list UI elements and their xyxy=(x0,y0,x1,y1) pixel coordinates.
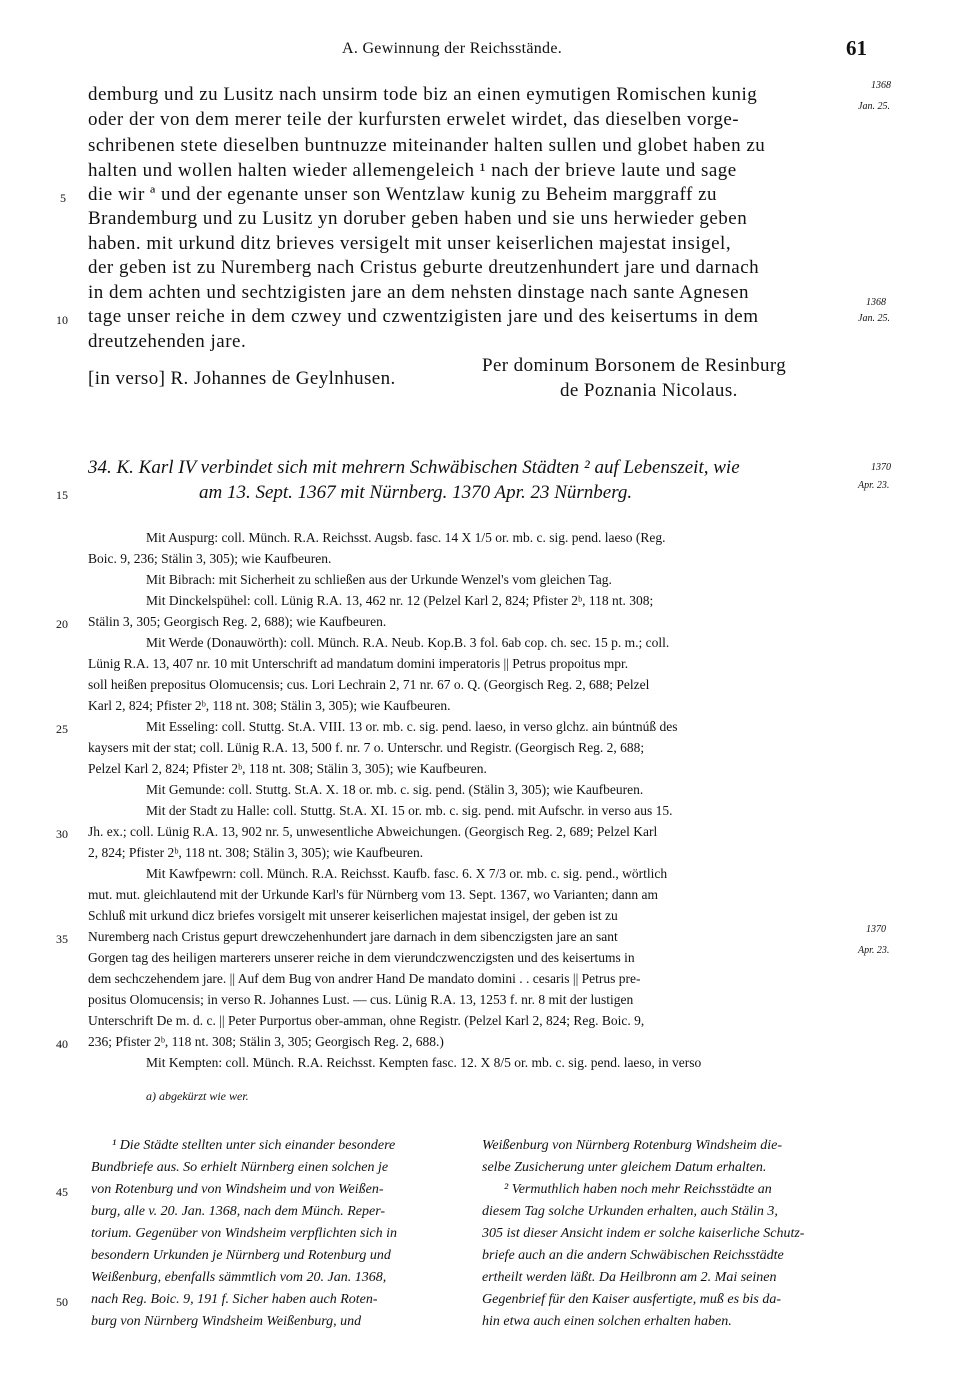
line-number: 45 xyxy=(56,1185,68,1199)
source-line: dem sechczehendem jare. || Auf dem Bug von andrer Hand De mandato domini . . cesaris || Petrus pre- xyxy=(88,971,641,986)
footnote-line: nach Reg. Boic. 9, 191 f. Sicher haben auch Roten- xyxy=(91,1292,378,1307)
source-line: Unterschrift De m. d. c. || Peter Purportus ober-amman, ohne Registr. (Pelzel Karl 2, 824; Reg. Boic. 9, xyxy=(88,1013,645,1028)
footnote-line: ertheilt werden läßt. Da Heilbronn am 2. Mai seinen xyxy=(482,1270,777,1285)
source-line: 236; Pfister 2ᵇ, 118 nt. 308; Stälin 3, 305; Georgisch Reg. 2, 688.) xyxy=(88,1034,444,1049)
footnote-line: ² Vermuthlich haben noch mehr Reichsstädte an xyxy=(504,1182,772,1197)
margin-date: Apr. 23. xyxy=(858,945,890,956)
margin-date: Jan. 25. xyxy=(858,101,890,112)
main-text-line: demburg und zu Lusitz nach unsirm tode biz an einen eymutigen Romischen kunig xyxy=(88,84,758,105)
line-number: 20 xyxy=(56,617,68,631)
main-text-line: dreutzehenden jare. xyxy=(88,331,247,352)
source-line: kaysers mit der stat; coll. Lünig R.A. 13, 500 f. nr. 7 o. Unterschr. und Registr. (Georgisch Reg. 2, 688; xyxy=(88,740,645,755)
source-line: Nuremberg nach Cristus gepurt drewczehenhundert jare darnach in dem sibenczigsten jare an sant xyxy=(88,929,618,944)
footnote-line: torium. Gegenüber von Windsheim verpflichten sich in xyxy=(91,1226,397,1241)
source-line: Karl 2, 824; Pfister 2ᵇ, 118 nt. 308; Stälin 3, 305); wie Kaufbeuren. xyxy=(88,698,451,713)
margin-year: 1368 xyxy=(866,297,886,308)
source-line: 2, 824; Pfister 2ᵇ, 118 nt. 308; Stälin 3, 305); wie Kaufbeuren. xyxy=(88,845,424,860)
line-number: 50 xyxy=(56,1295,68,1309)
footnote-line: ¹ Die Städte stellten unter sich einander besondere xyxy=(112,1138,396,1153)
footnote-line: 305 ist dieser Ansicht indem er solche kaiserliche Schutz- xyxy=(482,1226,805,1241)
main-text-line: oder der von dem merer teile der kurfursten erwelet wirdet, das dieselben vorge- xyxy=(88,109,740,130)
margin-year: 1368 xyxy=(871,80,891,91)
source-line: Boic. 9, 236; Stälin 3, 305); wie Kaufbeuren. xyxy=(88,551,332,566)
line-number: 40 xyxy=(56,1037,68,1051)
margin-year: 1370 xyxy=(866,924,886,935)
footnote-line: Bundbriefe aus. So erhielt Nürnberg einen solchen je xyxy=(91,1160,389,1175)
source-line: Mit Kempten: coll. Münch. R.A. Reichsst. Kempten fasc. 12. X 8/5 or. mb. c. sig. pend. laeso, in verso xyxy=(146,1055,702,1070)
line-number: 35 xyxy=(56,932,68,946)
source-line: Lünig R.A. 13, 407 nr. 10 mit Unterschrift ad mandatum domini imperatoris || Petrus propoitus mpr. xyxy=(88,656,629,671)
footnote-line: Gegenbrief für den Kaiser ausfertigte, muß es bis da- xyxy=(482,1292,782,1307)
line-number: 15 xyxy=(56,488,68,502)
source-line: mut. mut. gleichlautend mit der Urkunde Karl's für Nürnberg vom 13. Sept. 1367, wo Varianten; dann am xyxy=(88,887,658,902)
margin-date: Jan. 25. xyxy=(858,313,890,324)
main-text-line: der geben ist zu Nuremberg nach Cristus geburte dreutzenhundert jare und darnach xyxy=(88,257,760,278)
main-text-line: in dem achten und sechtzigisten jare an dem nehsten dinstage nach sante Agnesen xyxy=(88,282,750,303)
footnote-line: burg, alle v. 20. Jan. 1368, nach dem Münch. Reper- xyxy=(91,1204,386,1219)
source-line: Mit Bibrach: mit Sicherheit zu schließen aus der Urkunde Wenzel's vom gleichen Tag. xyxy=(146,572,612,587)
main-text-line: haben. mit urkund ditz brieves versigelt mit unser keiserlichen majestat insigel, xyxy=(88,233,732,254)
line-number: 30 xyxy=(56,827,68,841)
source-line: Gorgen tag des heiligen marterers unserer reiche in dem vierundczwenczigsten und des keisertums in xyxy=(88,950,635,965)
source-line: Mit der Stadt zu Halle: coll. Stuttg. St.A. XI. 15 or. mb. c. sig. pend. mit Aufschr. in verso aus 15. xyxy=(146,803,673,818)
source-line: Mit Auspurg: coll. Münch. R.A. Reichsst. Augsb. fasc. 14 X 1/5 or. mb. c. sig. pend. laeso (Reg. xyxy=(146,530,666,545)
source-line: Schluß mit urkund dicz briefes vorsigelt mit unserer keiserlichen majestat insigel, der geben ist zu xyxy=(88,908,618,923)
main-text-line: die wir ª und der egenante unser son Wentzlaw kunig zu Beheim marggraff zu xyxy=(88,184,718,205)
document-heading-line-2: am 13. Sept. 1367 mit Nürnberg. 1370 Apr. 23 Nürnberg. xyxy=(199,482,633,503)
source-line: Mit Esseling: coll. Stuttg. St.A. VIII. 13 or. mb. c. sig. pend. laeso, in verso glchz. ain búntnúß des xyxy=(146,719,678,734)
main-text-line: schribenen stete dieselben buntnuzze miteinander halten sullen und globet haben zu xyxy=(88,135,766,156)
per-dominum-line-2: de Poznania Nicolaus. xyxy=(560,380,738,401)
footnote-line: burg von Nürnberg Windsheim Weißenburg, und xyxy=(91,1314,362,1329)
footnote-line: hin etwa auch einen solchen erhalten haben. xyxy=(482,1314,732,1329)
line-number: 25 xyxy=(56,722,68,736)
in-verso-line: [in verso] R. Johannes de Geylnhusen. xyxy=(88,368,396,389)
footnote-line: selbe Zusicherung unter gleichem Datum erhalten. xyxy=(482,1160,767,1175)
source-line: Jh. ex.; coll. Lünig R.A. 13, 902 nr. 5, unwesentliche Abweichungen. (Georgisch Reg. 2, 689; Pelzel Karl xyxy=(88,824,658,839)
footnote-line: Weißenburg, ebenfalls sämmtlich vom 20. Jan. 1368, xyxy=(91,1270,387,1285)
footnote-line: Weißenburg von Nürnberg Rotenburg Windsheim die- xyxy=(482,1138,783,1153)
margin-year: 1370 xyxy=(871,462,891,473)
main-text-line: Brandemburg und zu Lusitz yn doruber geben haben und sie uns herwieder geben xyxy=(88,208,748,229)
running-header: A. Gewinnung der Reichsstände. xyxy=(342,40,563,57)
source-line: Stälin 3, 305; Georgisch Reg. 2, 688); wie Kaufbeuren. xyxy=(88,614,387,629)
source-line: soll heißen prepositus Olomucensis; cus. Lori Lechrain 2, 71 nr. 67 o. Q. (Georgisch Reg. 2, 688; Pelzel xyxy=(88,677,650,692)
line-number: 10 xyxy=(56,313,68,327)
source-line: Mit Gemunde: coll. Stuttg. St.A. X. 18 or. mb. c. sig. pend. (Stälin 3, 305); wie Kaufbeuren. xyxy=(146,782,644,797)
source-line: Mit Werde (Donauwörth): coll. Münch. R.A. Neub. Kop.B. 3 fol. 6ab cop. ch. sec. 15 p. m.; coll. xyxy=(146,635,670,650)
source-line: Mit Kawfpewrn: coll. Münch. R.A. Reichsst. Kaufb. fasc. 6. X 7/3 or. mb. c. sig. pend., wörtlich xyxy=(146,866,668,881)
document-heading: 34. K. Karl IV verbindet sich mit mehrern Schwäbischen Städten ² auf Lebenszeit, wie xyxy=(88,457,740,478)
textual-note: a) abgekürzt wie wer. xyxy=(146,1089,249,1103)
line-number: 5 xyxy=(60,191,66,205)
source-line: Mit Dinckelspühel: coll. Lünig R.A. 13, 462 nr. 12 (Pelzel Karl 2, 824; Pfister 2ᵇ, 118 nt. 308; xyxy=(146,593,654,608)
margin-date: Apr. 23. xyxy=(858,480,890,491)
footnote-line: besondern Urkunden je Nürnberg und Rotenburg und xyxy=(91,1248,391,1263)
source-line: Pelzel Karl 2, 824; Pfister 2ᵇ, 118 nt. 308; Stälin 3, 305); wie Kaufbeuren. xyxy=(88,761,487,776)
per-dominum-line: Per dominum Borsonem de Resinburg xyxy=(482,355,787,376)
main-text-line: halten und wollen halten wieder allemengeleich ¹ nach der brieve laute und sage xyxy=(88,160,737,181)
footnote-line: diesem Tag solche Urkunden erhalten, auch Stälin 3, xyxy=(482,1204,778,1219)
footnote-line: briefe auch an die andern Schwäbischen Reichsstädte xyxy=(482,1248,784,1263)
main-text-line: tage unser reiche in dem czwey und czwentzigisten jare und des keisertums in dem xyxy=(88,306,759,327)
source-line: positus Olomucensis; in verso R. Johannes Lust. — cus. Lünig R.A. 13, 1253 f. nr. 8 mit der lustigen xyxy=(88,992,634,1007)
page-number: 61 xyxy=(846,36,867,60)
footnote-line: von Rotenburg und von Windsheim und von Weißen- xyxy=(91,1182,384,1197)
